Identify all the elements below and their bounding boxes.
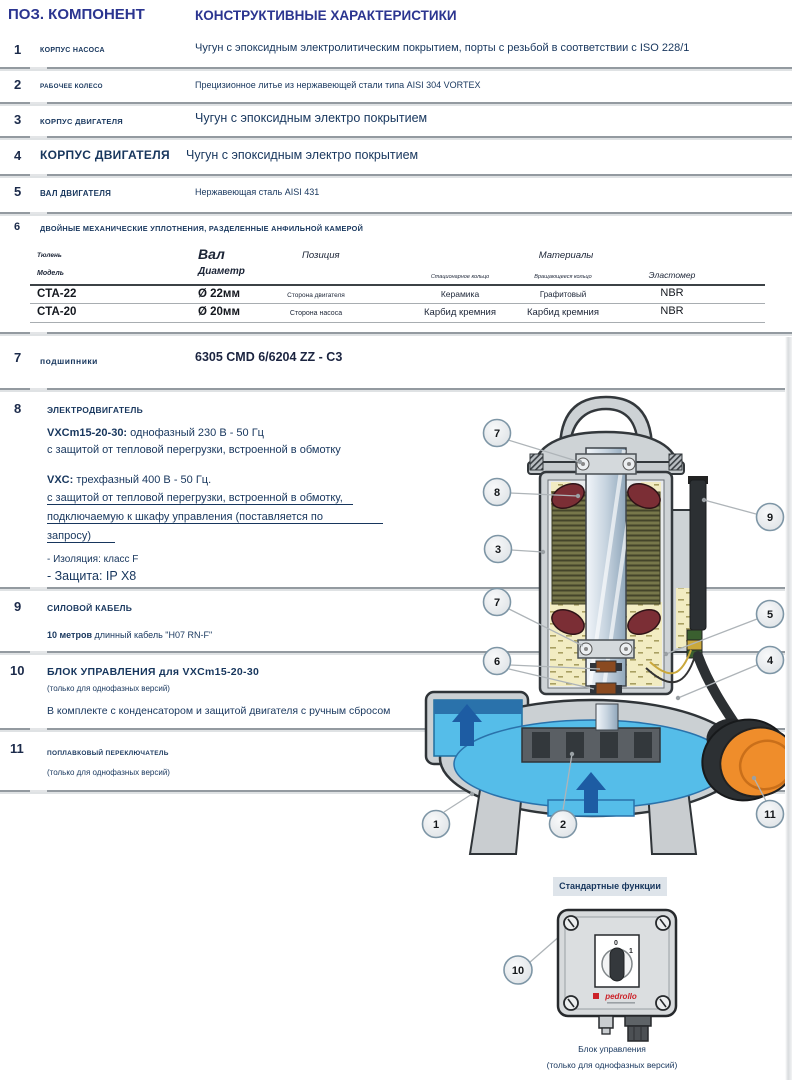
rotating-ring-header: Вращающееся кольцо	[534, 274, 592, 280]
motor-section	[528, 397, 700, 694]
power-cable	[690, 480, 706, 630]
motor-single-spec: однофазный 230 В - 50 Гц	[127, 427, 264, 439]
motor-three-protection-1: с защитой от тепловой перегрузки, встроенной в обмотку,	[47, 492, 353, 505]
callout-6: 6	[493, 656, 501, 668]
divider	[0, 136, 792, 138]
row-number: 2	[14, 77, 22, 92]
callout-5: 5	[766, 609, 774, 621]
callout-2: 2	[559, 819, 567, 831]
table-line	[30, 322, 765, 323]
callout-11: 11	[764, 809, 776, 821]
divider	[0, 388, 792, 390]
component-label: БЛОК УПРАВЛЕНИЯ для VXCm15-20-30	[47, 666, 260, 678]
divider	[0, 332, 792, 334]
seal-position: Сторона насоса	[289, 310, 343, 317]
row-number: 10	[10, 663, 25, 678]
seal-diameter: Ø 20мм	[198, 306, 240, 318]
switch-on-label: 1	[629, 948, 633, 955]
row-number: 9	[14, 599, 22, 614]
control-box-desc: В комплекте с конденсатором и защитой двигателя с ручным сбросом	[47, 705, 391, 717]
seal-stationary: Карбид кремния	[424, 307, 496, 318]
row-number: 6	[14, 221, 21, 233]
control-box-caption-note: (только для однофазных версий)	[546, 1060, 678, 1070]
row-number: 7	[14, 350, 22, 365]
brand-logo-icon	[593, 993, 599, 999]
bearing-code: 6305 CMD 6/6204 ZZ - C3	[195, 350, 343, 364]
cable-type: длинный кабель "H07 RN-F"	[92, 630, 213, 640]
motor-three-protection-2: подключаемую к шкафу управления (поставляется по	[47, 511, 383, 524]
brand-logo-text: pedrollo	[605, 992, 637, 1001]
rotary-knob	[610, 948, 624, 981]
table-line	[30, 284, 765, 286]
cable-gland-small	[599, 1016, 613, 1028]
elastomer-header: Эластомер	[648, 270, 696, 280]
seal-diameter: Ø 22мм	[198, 288, 240, 300]
row-number: 5	[14, 184, 22, 199]
materials-header: Материалы	[538, 250, 594, 261]
seal-header: Тюлень	[37, 252, 62, 259]
position-header: Позиция	[302, 250, 340, 261]
seal-elastomer: NBR	[660, 287, 684, 299]
component-desc: Чугун с эпоксидным электролитическим покрытием, порты с резьбой в соответствии с ISO 228/1	[195, 42, 690, 54]
seal-model: CTA-22	[37, 288, 77, 300]
component-label: РАБОЧЕЕ КОЛЕСО	[40, 83, 103, 90]
protection-rating: - Защита: IP X8	[47, 569, 137, 583]
row-number: 1	[14, 42, 22, 57]
motor-three-spec: трехфазный 400 В - 50 Гц.	[73, 474, 212, 486]
table-line	[30, 303, 765, 304]
component-desc: Чугун с эпоксидным электро покрытием	[186, 148, 419, 162]
divider	[0, 174, 792, 176]
component-label: ПОПЛАВКОВЫЙ ПЕРЕКЛЮЧАТЕЛЬ	[47, 750, 169, 757]
component-label: КОРПУС ДВИГАТЕЛЯ	[40, 148, 170, 162]
divider	[0, 67, 792, 69]
single-phase-note: (только для однофазных версий)	[47, 684, 170, 693]
seal-elastomer: NBR	[660, 305, 684, 317]
control-box-caption: Блок управления	[578, 1044, 646, 1054]
divider	[0, 212, 792, 214]
callout-10: 10	[511, 965, 525, 977]
component-label: ВАЛ ДВИГАТЕЛЯ	[40, 189, 112, 198]
motor-single-protection: с защитой от тепловой перегрузки, встроенной в обмотку	[47, 444, 341, 456]
insulation-class: - Изоляция: класс F	[47, 554, 139, 565]
motor-model-single: VXCm15-20-30:	[47, 427, 128, 439]
row-number: 8	[14, 401, 22, 416]
pump-body	[426, 692, 744, 854]
row-number: 3	[14, 112, 22, 127]
component-label: подшипники	[40, 356, 98, 366]
row-number: 4	[14, 148, 22, 163]
component-desc: Нержавеющая сталь AISI 431	[195, 187, 320, 197]
callout-9: 9	[766, 512, 774, 524]
motor-model-three: VXC:	[47, 474, 74, 486]
shaft-header: Вал	[198, 246, 225, 262]
callout-4: 4	[766, 655, 774, 667]
stationary-ring-header: Стационарное кольцо	[430, 274, 490, 280]
seal-position: Сторона двигателя	[287, 292, 345, 299]
control-box-diagram	[495, 903, 685, 1051]
component-label: ДВОЙНЫЕ МЕХАНИЧЕСКИЕ УПЛОТНЕНИЯ, РАЗДЕЛЕННЫЕ АНФИЛЬНОЙ КАМЕРОЙ	[40, 224, 364, 233]
component-label: КОРПУС ДВИГАТЕЛЯ	[40, 117, 123, 126]
column-header-component: ПОЗ. КОМПОНЕНТ	[8, 6, 145, 23]
row-number: 11	[10, 741, 24, 756]
column-header-characteristics: КОНСТРУКТИВНЫЕ ХАРАКТЕРИСТИКИ	[195, 8, 457, 23]
component-label: КОРПУС НАСОСА	[40, 47, 105, 54]
callout-3: 3	[494, 544, 502, 556]
motor-three-protection-3: запросу)	[47, 530, 115, 543]
callout-7-top: 7	[493, 428, 501, 440]
cable-gland-large	[625, 1016, 651, 1041]
page-edge-shadow	[785, 337, 792, 1080]
pump-cutaway-diagram	[420, 392, 792, 880]
seal-rotating: Карбид кремния	[527, 307, 599, 318]
callout-1: 1	[432, 819, 440, 831]
cable-length: 10 метров	[47, 630, 92, 640]
switch-off-label: 0	[614, 940, 618, 947]
seal-rotating: Графитовый	[539, 290, 587, 299]
divider	[0, 102, 792, 104]
callout-7-bottom: 7	[493, 597, 501, 609]
seal-model: CTA-20	[37, 306, 77, 318]
component-label: СИЛОВОЙ КАБЕЛЬ	[47, 603, 133, 613]
single-phase-note: (только для однофазных версий)	[47, 768, 170, 777]
diameter-header: Диаметр	[198, 266, 245, 277]
model-header: Модель	[37, 270, 64, 277]
callout-8: 8	[493, 487, 501, 499]
seal-stationary: Керамика	[440, 289, 480, 299]
component-label: ЭЛЕКТРОДВИГАТЕЛЬ	[47, 405, 144, 415]
standard-functions-label: Стандартные функции	[553, 877, 667, 896]
component-desc: Прецизионное литье из нержавеющей стали типа AISI 304 VORTEX	[195, 80, 481, 90]
component-desc: Чугун с эпоксидным электро покрытием	[195, 111, 428, 125]
